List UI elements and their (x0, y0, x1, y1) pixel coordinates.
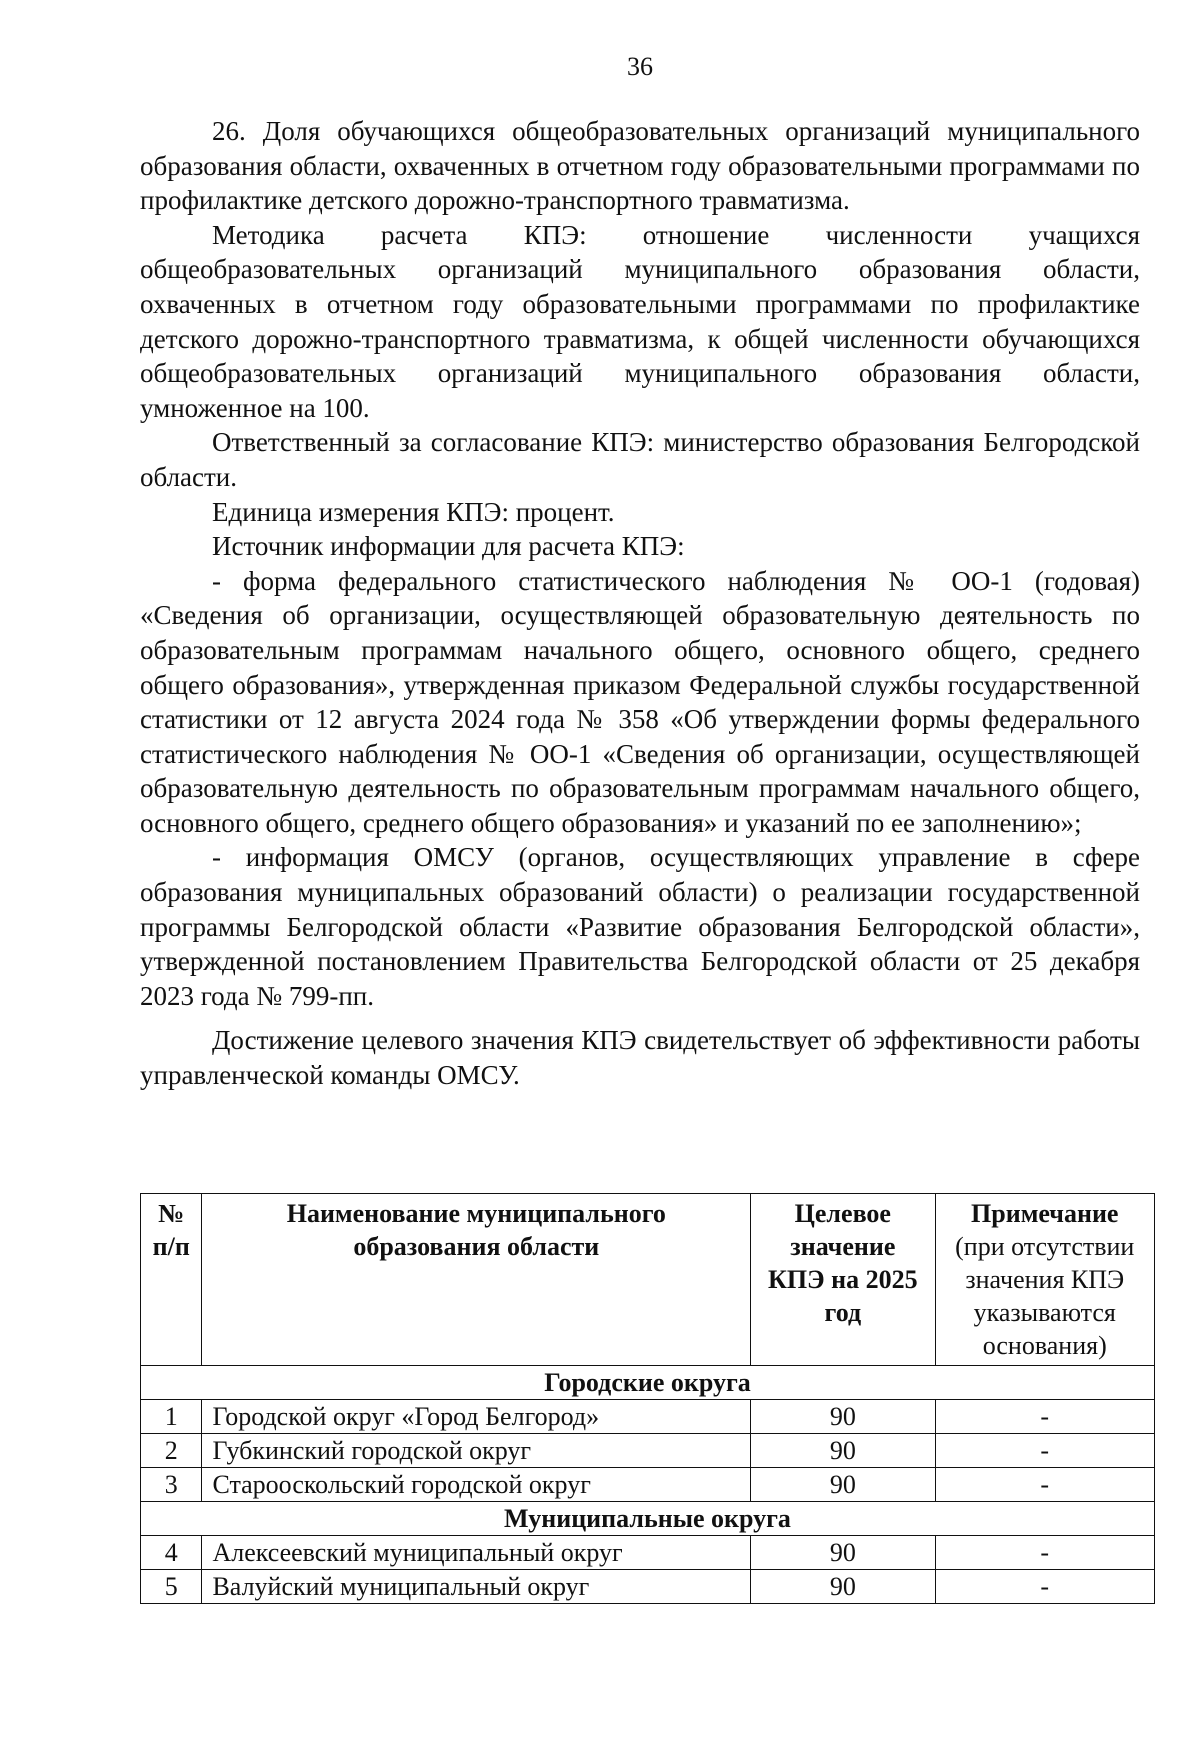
table-row (141, 1400, 1155, 1434)
section-row-municipal (141, 1502, 1155, 1536)
row-note: - (935, 1570, 1155, 1604)
row-name: Алексеевский муниципальный округ (202, 1536, 751, 1570)
header-note-title: Примечание (971, 1199, 1119, 1228)
row-num: 5 (141, 1570, 202, 1604)
section-title: Муниципальные округа (141, 1502, 1155, 1536)
table-row (141, 1536, 1155, 1570)
row-target: 90 (751, 1468, 935, 1502)
header-target: Целевое значение КПЭ на 2025 год (751, 1194, 935, 1366)
row-name: Старооскольский городской округ (202, 1468, 751, 1502)
row-name: Городской округ «Город Белгород» (202, 1400, 751, 1434)
row-target: 90 (751, 1536, 935, 1570)
header-num: № п/п (141, 1194, 202, 1366)
row-num: 4 (141, 1536, 202, 1570)
row-name: Валуйский муниципальный округ (202, 1570, 751, 1604)
header-note (935, 1194, 1155, 1366)
paragraph-unit: Единица измерения КПЭ: процент. (212, 496, 615, 527)
paragraph-source-heading: Источник информации для расчета КПЭ: (212, 531, 685, 562)
row-target: 90 (751, 1570, 935, 1604)
paragraph-source-omsu: - информация ОМСУ (органов, осуществляющих управление в сфере образования муниципальных образований области) о реализации государственной программы Белгородской области «Развитие образования Белгородской области», утвержденной постановлением Правительства Белгородской области от 25 декабря 2023 года № 799-пп. (140, 842, 1140, 1011)
table-row (141, 1570, 1155, 1604)
row-note: - (935, 1400, 1155, 1434)
row-name: Губкинский городской округ (202, 1434, 751, 1468)
row-num: 1 (141, 1400, 202, 1434)
row-note: - (935, 1434, 1155, 1468)
section-row-urban (141, 1366, 1155, 1400)
row-num: 2 (141, 1434, 202, 1468)
paragraph-indicator-title: 26. Доля обучающихся общеобразовательных организаций муниципального образования области, охваченных в отчетном году образовательными программами по профилактике детского дорожно-транспортного травматизма. (140, 116, 1140, 216)
header-note-rest: (при отсутствии значения КПЭ указываются основания) (955, 1232, 1135, 1360)
row-note: - (935, 1536, 1155, 1570)
table-row (141, 1434, 1155, 1468)
kpi-table (140, 1193, 1155, 1604)
row-target: 90 (751, 1434, 935, 1468)
paragraph-source-form: - форма федерального статистического наблюдения № ОО-1 (годовая) «Сведения об организации, осуществляющей образовательную деятельность по образовательным программам начального общего, основного общего, среднего общего образования», утвержденная приказом Федеральной службы государственной статистики от 12 августа 2024 года № 358 «Об утверждении формы федерального статистического наблюдения № ОО-1 «Сведения об организации, осуществляющей образовательную деятельность по образовательным программам начального общего, основного общего, среднего общего образования» и указаний по ее заполнению»; (140, 565, 1140, 838)
paragraph-methodology: Методика расчета КПЭ: отношение численности учащихся общеобразовательных организаций муниципального образования области, охваченных в отчетном году образовательными программами по профилактике детского дорожно-транспортного травматизма, к общей численности обучающихся общеобразовательных организаций муниципального образования области, умноженное на 100. (140, 219, 1140, 423)
row-target: 90 (751, 1400, 935, 1434)
row-num: 3 (141, 1468, 202, 1502)
paragraph-responsible: Ответственный за согласование КПЭ: министерство образования Белгородской области. (140, 427, 1140, 492)
row-note: - (935, 1468, 1155, 1502)
paragraph-achievement: Достижение целевого значения КПЭ свидетельствует об эффективности работы управленческой команды ОМСУ. (140, 1025, 1140, 1091)
table-row (141, 1468, 1155, 1502)
section-title: Городские округа (141, 1366, 1155, 1400)
table-header-row (141, 1194, 1155, 1366)
page-number: 36 (627, 52, 653, 81)
header-name: Наименование муниципального образования области (202, 1194, 751, 1366)
body-text (140, 114, 1140, 1093)
